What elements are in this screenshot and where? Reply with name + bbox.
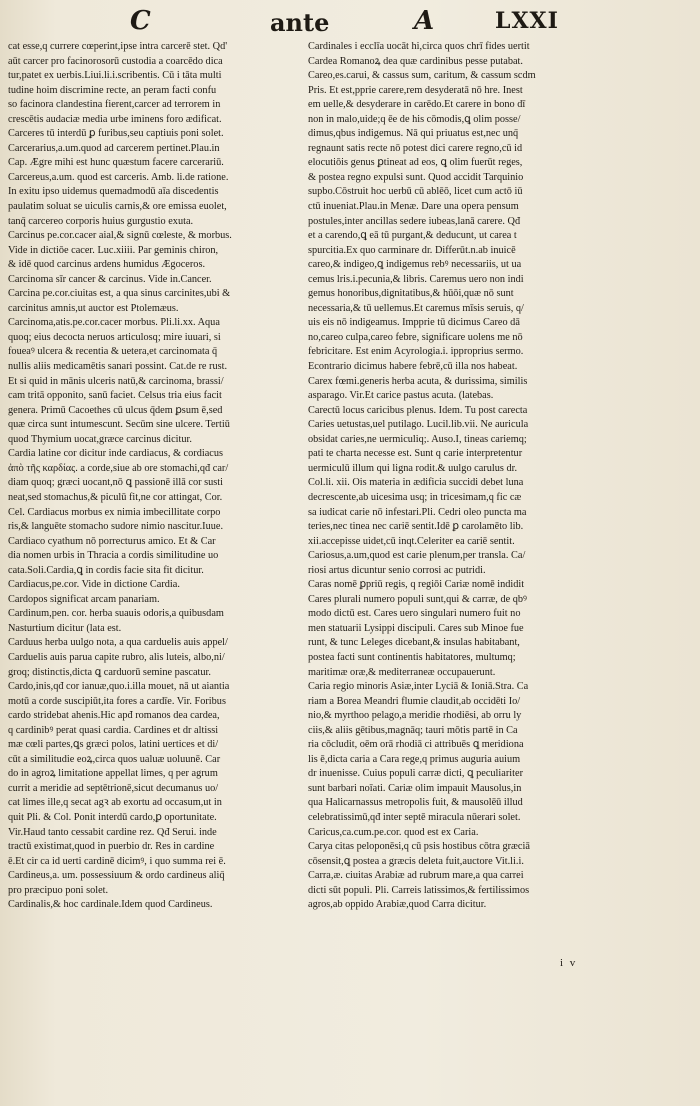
text-line: febricitare. Est enim Acyrologia.i. ipproprius sermo. xyxy=(308,346,524,358)
text-line: uis eis nō indigeamus. Impprie tū dicimus Careo dā xyxy=(308,317,520,329)
text-line: Nasturtium dicitur (lata est. xyxy=(8,622,122,634)
header-word: ante xyxy=(270,8,330,37)
text-line: tractū existimat,quod in puerbio dr. Res in cardine xyxy=(8,841,215,853)
text-line: necessaria,& tū uellemus.Et caremus mīsis seruis, q/ xyxy=(308,302,524,314)
text-line: ē.Et cir ca id uerti cardinē dicimꝰ, i quo summa rei ē. xyxy=(8,855,226,867)
folio-number: LXXI xyxy=(495,8,559,34)
text-line: careo,& indigeo,ꝗ indigemus rebꝰ necessariis, ut ua xyxy=(308,259,522,271)
text-line: Cardo,inis,qđ cor ianuæ,quo.i.illa mouet, nā ut aiantia xyxy=(8,681,230,693)
text-line: cam tritā opponito, sanū faciet. Celsus tria eius facit xyxy=(8,390,222,402)
text-line: Pris. Et est,pprie carere,rem desyderatā nō hre. Inest xyxy=(308,84,523,96)
text-line: Carcerarius,a.um.quod ad carcerem pertinet.Plau.in xyxy=(8,142,220,154)
text-line: cemus lris.i.pecunia,& libris. Caremus uero non indi xyxy=(308,273,524,285)
text-line: genera. Primū Cacoethes cū ulcus q̄dem ꝑsum ē,sed xyxy=(8,404,223,416)
text-line: quit Pli. & Col. Ponit interdū cardo,ꝑ oportunitate. xyxy=(8,811,217,823)
text-line: do in agroꝝ limitatione appellat limes, q per agrum xyxy=(8,768,218,780)
text-line: em uelle,& desyderare in carēdo.Et carere in bono dī xyxy=(308,99,526,111)
text-line: nio,& myrthoo pelago,a meridie rhodiēsi, ab orru ly xyxy=(308,710,522,722)
text-line: groq; distinctis,dicta ꝗ carduorū semine pascatur. xyxy=(8,666,211,678)
text-line: Carcinus pe.cor.cacer aial,& signū cœleste, & morbus. xyxy=(8,230,232,242)
text-line: currit a meridie ad septētrionē,sicut decumanus uo/ xyxy=(8,782,219,794)
text-line: uermiculū illum qui ligna rodit.& uulgo carulus dr. xyxy=(308,462,518,474)
text-line: so facinora clandestina fierent,carcer ad terrorem in xyxy=(8,99,221,111)
text-line: modo dictū est. Cares uero singulari numero fuit no xyxy=(308,608,521,620)
text-line: celebratissimū,qđ inter septē miracula nūerari solet. xyxy=(308,811,521,823)
text-line: dia nomen urbis in Thracia a cordis similitudine uo xyxy=(8,550,219,562)
text-line: obsidat caries,ne uermiculiq;. Auso.I, tineas cariemq; xyxy=(308,433,527,445)
text-line: Carduelis auis parua capite rubro, alis luteis, albo,ni/ xyxy=(8,651,225,663)
text-line: cata.Soli.Cardia,ꝗ in cordis facie sita fit dicitur. xyxy=(8,564,204,576)
text-line: Cardineus,a. um. possessiuum & ordo cardineus aliq̄ xyxy=(8,870,225,882)
text-line: tanq̄ carcereo corporis huius gurgustio exuta. xyxy=(8,215,194,227)
text-line: asparago. Vir.Et carice pastus acuta. (latebas. xyxy=(308,390,494,402)
text-line: Caria regio minoris Asiæ,inter Lyciā & Ioniā.Stra. Ca xyxy=(308,681,529,693)
text-line: cat limes ille,q secat agꝛ ab exortu ad occasum,ut in xyxy=(8,797,222,809)
text-line: Vir.Haud tanto cessabit cardine rez. Qđ Serui. inde xyxy=(8,826,217,838)
text-line: Caras nomē ꝑpriū regis, q regiōi Cariæ nomē indidit xyxy=(308,579,525,591)
text-line: Cardinum,pen. cor. herba suauis odoris,a quibusdam xyxy=(8,608,224,620)
text-line: ris,& languēte stomacho sudore nimio nascitur.Iuue. xyxy=(8,521,224,533)
text-line: sunt barbari noīati. Cariæ olim impauit Mausolus,in xyxy=(308,782,522,794)
text-line: ctū inueniat.Plau.in Menæ. Dare una opera pensum xyxy=(308,201,519,213)
text-line: Cardinales i ecclīa uocāt hi,circa quos chrī fides uertit xyxy=(308,41,530,52)
text-line: maritimæ oræ,& mediterraneæ occupauerunt. xyxy=(308,666,496,678)
text-line: cōsensit,ꝗ postea a græcis deleta fuit,auctore Vit.li.i. xyxy=(308,855,524,867)
text-line: ciis,& aliis gētibus,magnāq; tauri mōtis partē in Ca xyxy=(308,724,518,736)
text-line: Cardea Romanoꝝ dea quæ cardinibus pesse putabat. xyxy=(308,55,523,67)
text-line: neat,sed stomachus,& piculū fit,ne cor attingat, Cor. xyxy=(8,491,223,503)
text-line: Careo,es.carui, & cassus sum, caritum, & cassum scdm xyxy=(308,70,536,82)
text-line: pati te charta necesse est. Sunt q carie interpretentur xyxy=(308,448,523,460)
text-line: cardo stridebat ahenis.Hic apđ romanos dea cardea, xyxy=(8,710,220,722)
text-line: Et si quid in mānis ulceris natū,& carcinoma, brassi/ xyxy=(8,375,224,387)
text-line: Cardinalis,& hoc cardinale.Idem quod Cardineus. xyxy=(8,899,213,911)
text-line: teries,nec tinea nec cariē sentit.Idē ꝑ carolamēto lib. xyxy=(308,521,524,533)
text-line: riam a Borea Meandri flumie claudit,ab occidēti Io/ xyxy=(308,695,521,707)
text-line: gemus honoribus,dignitatibus,& hūōi,quæ nō sunt xyxy=(308,288,514,300)
text-line: mæ cœli partes,ꝗs græci polos, latini uertices et di/ xyxy=(8,739,219,751)
text-line: cūt a similitudie eoꝝ,circa quos ualuæ uoluunē. Car xyxy=(8,753,221,765)
text-line: ria cōcludit, oēm orā rhodiā ci attribuēs ꝗ meridiona xyxy=(308,739,524,751)
text-line: runt, & tunc Leleges dicebant,& insulas habitabant, xyxy=(308,637,520,649)
text-line: elocutiōis genus ꝑtineat ad eos, ꝗ olim fuerūt reges, xyxy=(308,157,523,169)
text-line: qua Halicarnassus metropolis fuit, & mausolēū illud xyxy=(308,797,523,809)
text-line: Carra,æ. ciuitas Arabiæ ad rubrum mare,a qua carrei xyxy=(308,870,524,882)
text-line: Carcereus,a.um. quod est carceris. Amb. li.de ratione. xyxy=(8,171,229,183)
text-line: Cardiacus,pe.cor. Vide in dictione Cardia. xyxy=(8,579,180,591)
text-line: aūt carcer pro facinorosorū custodia a coarcēdo dica xyxy=(8,55,223,67)
text-line: ἀπὸ τῆς καρδίας. a corde,siue ab ore stomachi,qđ car/ xyxy=(8,462,229,474)
text-line: lis ē,dicta caria a Cara rege,q primus auguria auium xyxy=(308,753,521,765)
text-line: men statuarii Lysippi discipuli. Cares sub Minoe fue xyxy=(308,622,524,634)
text-line: & postea regno expulsi sunt. Quod accidit Tarquinio xyxy=(308,171,524,183)
text-line: Carex fœmi.generis herba acuta, & durissima, similis xyxy=(308,375,528,387)
text-line: Carectū locus caricibus plenus. Idem. Tu post carecta xyxy=(308,404,528,416)
text-line: Carcinoma,atis.pe.cor.cacer morbus. Pli.li.xx. Aqua xyxy=(8,317,220,329)
text-line: Cardia latine cor dicitur inde cardiacus, & cordiacus xyxy=(8,448,224,460)
text-line: postea facti sunt continentis habitatores, multumq; xyxy=(308,651,516,663)
text-line: diam quoq; græci uocant,nō ꝗ passionē illā cor susti xyxy=(8,477,224,489)
text-line: Carcina pe.cor.ciuitas est, a qua sinus carcinites,ubi & xyxy=(8,288,231,300)
text-line: Carya citas peloponēsi,q cū psis hostibus cōtra græciā xyxy=(308,841,530,853)
text-line: Cel. Cardiacus morbus ex nimia imbecillitate corpo xyxy=(8,506,221,518)
text-line: Carduus herba uulgo nota, a qua carduelis auis appel/ xyxy=(8,637,228,649)
text-line: Cardiaco cyathum nō porrecturus amico. Et & Car xyxy=(8,535,216,547)
text-line: paulatim soluat se uiculis carnis,& ore emissa euolet, xyxy=(8,201,227,213)
text-line: Vide in dictiōe cacer. Luc.xiiii. Par geminis chiron, xyxy=(8,244,219,256)
text-line: Caries uetustas,uel putilago. Lucil.lib.vii. Ne auricula xyxy=(308,419,529,431)
text-line: regnaunt satis recte nō potest dici carere regno,cū id xyxy=(308,142,523,154)
text-line: crescētis audaciæ media urbe iminens foro ædificat. xyxy=(8,113,222,125)
text-line: Cariosus,a.um,quod est carie plenum,per transla. Ca/ xyxy=(308,550,526,562)
text-line: Cares plurali numero populi sunt,qui & carræ, de qbꝰ xyxy=(308,593,527,605)
text-line: quæ circa sunt intumescunt. Secūm sine ulcere. Tertiū xyxy=(8,419,230,431)
text-line: Econtrario dicimus habere febrē,cū illa nos habeat. xyxy=(308,361,518,373)
text-line: postules,inter ancillas sedere iubeas,lanā carere. Qđ xyxy=(308,215,521,227)
right-text-column xyxy=(308,40,593,913)
text-line: nullis aliis medicamētis sanari possint. Cat.de re rust. xyxy=(8,361,228,373)
text-line: spurcitia.Ex quo carminare dr. Differūt.n.ab inuicē xyxy=(308,244,516,256)
text-line: no,careo culpa,careo febre, significare uolens me nō xyxy=(308,331,523,343)
text-line: q cardinibꝰ perat quasi cardia. Cardines et dr altissi xyxy=(8,724,219,736)
text-line: Carcinoma sīr cancer & carcinus. Vide in.Cancer. xyxy=(8,273,212,285)
text-line: non in malo,uide;q ēe de his cōmodis,ꝗ olim posse/ xyxy=(308,113,521,125)
text-line: quod Thymium uocat,græce carcinus dicitur. xyxy=(8,433,192,445)
text-line: decrescente,ab uicesima usq; in tricesimam,q fic cæ xyxy=(308,491,522,503)
text-line: cat esse,q currere cœperint,ipse intra carcerē stet. Qd' xyxy=(8,41,228,52)
text-line: et a carendo,ꝗ eā tū purgant,& deducunt, ut carea t xyxy=(308,230,517,242)
running-header xyxy=(0,4,700,40)
text-line: dimus,qbus indigemus. Nā qui priuatus est,nec unq̄ xyxy=(308,128,519,140)
text-line: foueaꝰ ulcera & recentia & uetera,et carcinomata q̄ xyxy=(8,346,218,358)
text-line: In exitu ipso uidemus quemadmodū aīa discedentis xyxy=(8,186,219,198)
text-line: & idē quod carcinus ardens humidus Ægoceros. xyxy=(8,259,206,271)
header-initial-a: A xyxy=(414,6,435,36)
text-line: xii.accepisse uidet,cū inqt.Celeriter ea cariē sentit. xyxy=(308,535,515,547)
text-line: tudine hoim discrimine recte, an peram facti confu xyxy=(8,84,217,96)
text-line: quoq; eius decocta neruos articulosq; mire iuuari, si xyxy=(8,331,221,343)
left-text-column xyxy=(8,40,297,913)
text-line: Caricus,ca.cum.pe.cor. quod est ex Caria. xyxy=(308,826,479,838)
text-line: agros,ab oppido Arabiæ,quod Carra dicitur. xyxy=(308,899,487,911)
text-line: carcinitus amnis,ut auctor est Ptolemæus. xyxy=(8,302,179,314)
text-line: Cardopos significat arcam panariam. xyxy=(8,593,160,605)
text-line: tur,patet ex uerbis.Liui.li.i.scribentis. Cū i tāta multi xyxy=(8,70,222,82)
header-initial-c: C xyxy=(130,6,151,36)
signature-mark: i v xyxy=(560,957,578,969)
text-line: Cap. Ægre mihi est hunc quæstum facere carcerariū. xyxy=(8,157,224,169)
text-line: dr inuenisse. Cuius populi carræ dicti, ꝗ peculiariter xyxy=(308,768,523,780)
text-line: motū a corde suscipiūt,ita fores a cardīe. Vir. Foribus xyxy=(8,695,226,707)
text-line: pro præcipuo poni solet. xyxy=(8,884,109,896)
text-line: Col.li. xii. Ois materia in ædificia succidi debet luna xyxy=(308,477,524,489)
text-line: riosi artus dicuntur senio corrosi ac putridi. xyxy=(308,564,486,576)
text-line: supbo.Cōstruit hoc uerbū cū ablēō, licet cum actō iū xyxy=(308,186,523,198)
text-line: dicti sūt populi. Pli. Carreis latissimos,& fertilissimos xyxy=(308,884,530,896)
text-line: sa iudicat carie nō infestari.Pli. Cedri oleo puncta ma xyxy=(308,506,527,518)
text-line: Carceres tū interdū ꝑ furibus,seu captiuis poni solet. xyxy=(8,128,224,140)
